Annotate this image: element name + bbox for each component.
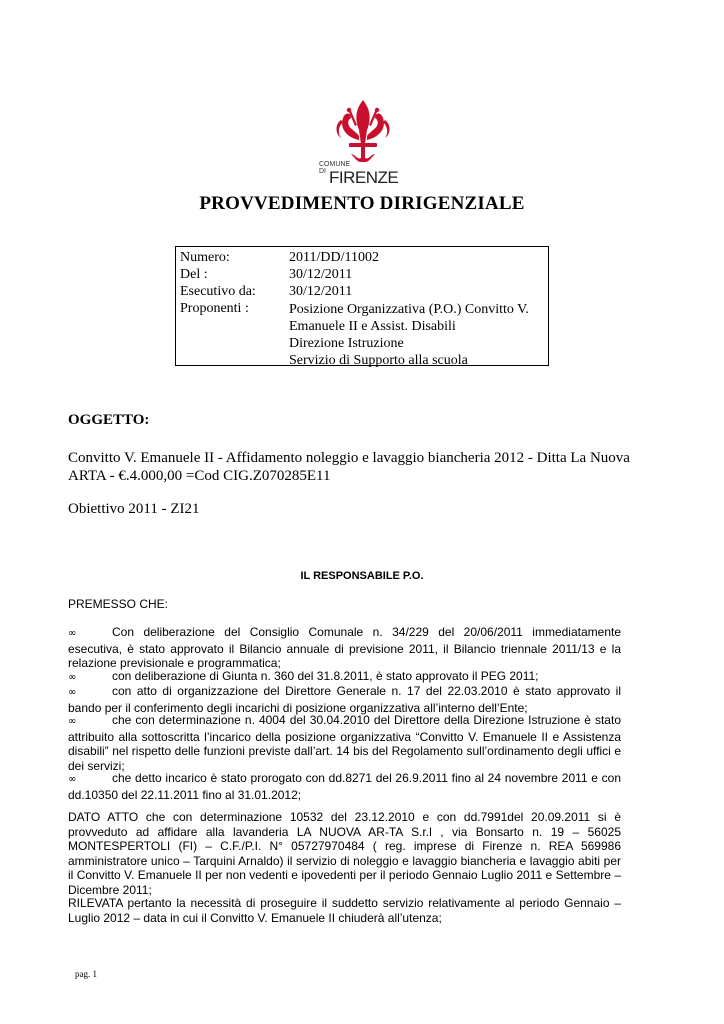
info-value: 30/12/2011	[289, 267, 353, 282]
oggetto-line: ARTA - €.4.000,00 =Cod CIG.Z070285E11	[68, 468, 331, 484]
document-info-box	[175, 246, 549, 366]
bullet-text: con atto di organizzazione del Direttore Generale n. 17 del 22.03.2010 è stato approvato il bando per il conferimento degli incarichi di posizione organizzativa all’interno dell’Ente;	[68, 684, 621, 715]
bullet-text: che detto incarico è stato prorogato con dd.8271 del 26.9.2011 fino al 24 novembre 2011 e con dd.10350 del 22.11.2011 fino al 31.01.2012;	[68, 771, 621, 802]
infinity-bullet-icon: ∞	[68, 716, 77, 727]
oggetto-heading: OGGETTO:	[68, 412, 150, 428]
proponenti-line: Direzione Istruzione	[289, 336, 404, 351]
infinity-bullet-icon: ∞	[68, 628, 77, 639]
bullet-text: con deliberazione di Giunta n. 360 del 31.8.2011, è stato approvato il PEG 2011;	[112, 669, 539, 683]
logo-text-comune: COMUNE	[319, 161, 351, 168]
proponenti-line: Emanuele II e Assist. Disabili	[289, 319, 456, 334]
bullet-item	[68, 684, 621, 715]
info-label: Numero:	[180, 250, 230, 265]
proponenti-line: Posizione Organizzativa (P.O.) Convitto V.	[289, 302, 529, 317]
bullet-item	[68, 625, 621, 671]
rilevata-paragraph: RILEVATA pertanto la necessità di proseguire il suddetto servizio relativamente al periodo Gennaio – Luglio 2012 – data in cui il Convitto V. Emanuele II chiuderà all’utenza;	[68, 896, 621, 925]
dato-atto-paragraph: DATO ATTO che con determinazione 10532 del 23.12.2010 e con dd.7991del 20.09.2011 si è provveduto ad affidare alla lavanderia LA NUOVA AR-TA S.r.l , via Bonsarto n. 19 – 56025 MONTESPERTOLI (FI) – C.F./P.I. N° 05727970484 ( reg. imprese di Firenze n. REA 569986 amministratore unico – Tarquini Arnaldo) il servizio di noleggio e lavaggio biancheria e lavaggio abiti per il Convitto V. Emanuele II per non vedenti e ipovedenti per il periodo Gennaio Luglio 2011 e Settembre –Dicembre 2011;	[68, 810, 621, 897]
bullet-item	[68, 713, 621, 773]
bullet-text: Con deliberazione del Consiglio Comunale n. 34/229 del 20/06/2011 immediatamente esecutiva, è stato approvato il Bilancio annuale di previsione 2011, il Bilancio triennale 2011/13 e la relazione previsionale e programmatica;	[68, 625, 621, 670]
logo-text-di: DI	[319, 168, 326, 175]
info-label: Proponenti :	[180, 301, 249, 316]
logo-text-firenze: FIRENZE	[329, 168, 399, 187]
bullet-item	[68, 771, 621, 802]
infinity-bullet-icon: ∞	[68, 774, 77, 785]
infinity-bullet-icon: ∞	[68, 672, 77, 683]
info-label: Esecutivo da:	[180, 284, 256, 299]
responsabile-heading: IL RESPONSABILE P.O.	[300, 570, 424, 582]
comune-di-firenze-logo	[315, 98, 411, 190]
bullet-text: che con determinazione n. 4004 del 30.04.2010 del Direttore della Direzione Istruzione è stato attribuito alla sottoscritta l’incarico della posizione organizzativa “Convitto V. Emanuele II e Assistenza disabili” nel rispetto delle funzioni previste dall’art. 14 bis del Regolamento sull’ordinamento degli uffici e dei servizi;	[68, 713, 621, 773]
obiettivo-text: Obiettivo 2011 - ZI21	[68, 501, 200, 517]
info-value-proponenti	[289, 301, 551, 369]
oggetto-line: Convitto V. Emanuele II - Affidamento noleggio e lavaggio biancheria 2012 - Ditta La Nuova	[68, 450, 630, 466]
info-value: 2011/DD/11002	[289, 250, 379, 265]
document-title: PROVVEDIMENTO DIRIGENZIALE	[199, 193, 525, 214]
oggetto-text	[68, 449, 634, 485]
premesso-heading: PREMESSO CHE:	[68, 597, 169, 611]
infinity-bullet-icon: ∞	[68, 687, 77, 698]
info-value: 30/12/2011	[289, 284, 353, 299]
page-number: pag. 1	[75, 969, 97, 979]
info-label: Del :	[180, 267, 208, 282]
proponenti-line: Servizio di Supporto alla scuola	[289, 353, 468, 368]
